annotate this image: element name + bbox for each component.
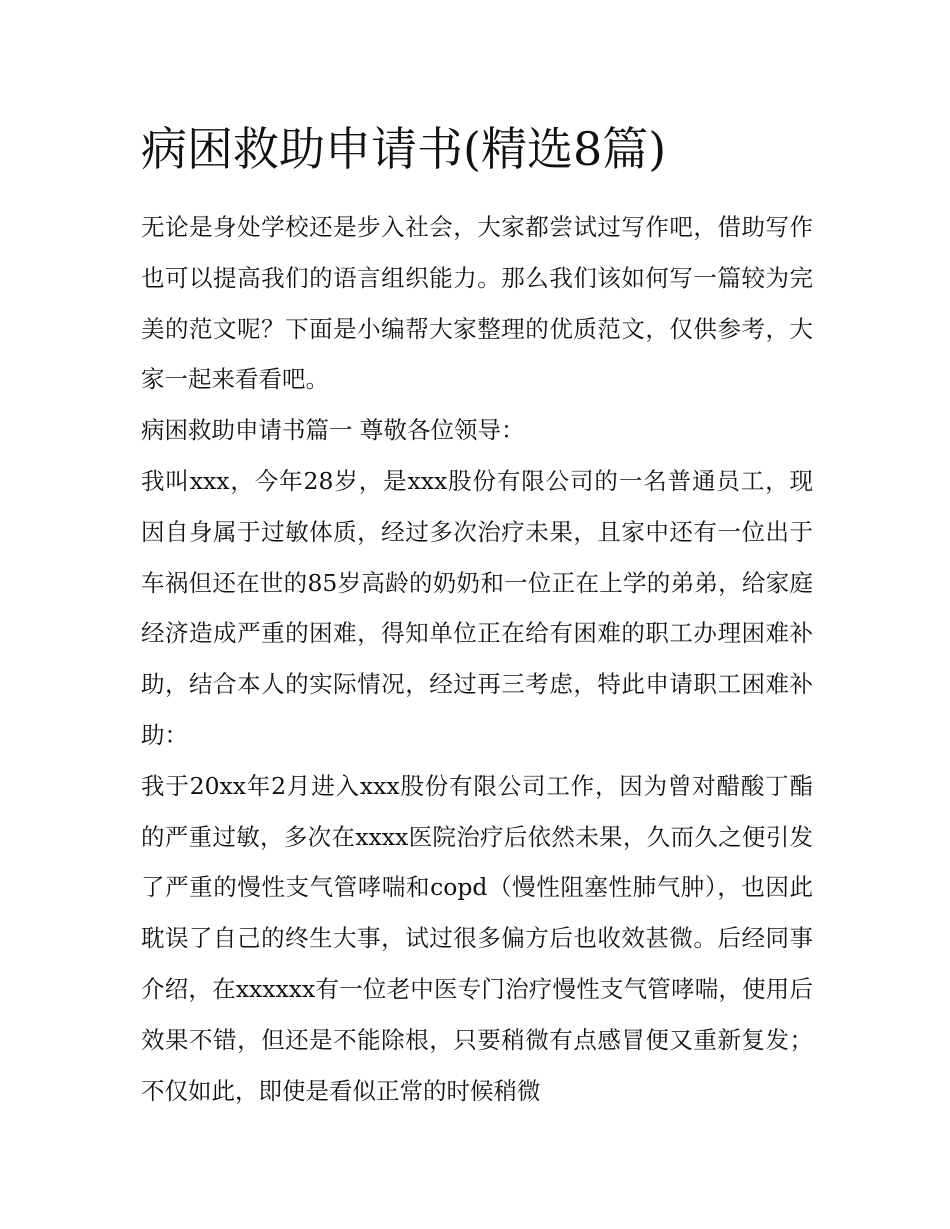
body-paragraph: 我于20xx年2月进入xxx股份有限公司工作，因为曾对醋酸丁酯的严重过敏，多次在xxxx医院治疗后依然未果，久而久之便引发了严重的慢性支气管哮喘和copd（慢性阻塞性肺气肿），也因此耽误了自己的终生大事，试过很多偏方后也收效甚微。后经同事介绍，在xxxxxx有一位老中医专门治疗慢性支气管哮喘，使用后效果不错，但还是不能除根，只要稍微有点感冒便又重新复发；不仅如此，即使是看似正常的时候稍微 [141,771,813,1105]
body-paragraph: 我叫xxx，今年28岁，是xxx股份有限公司的一名普通员工，现因自身属于过敏体质，经过多次治疗未果，且家中还有一位出于车祸但还在世的85岁高龄的奶奶和一位正在上学的弟弟，给家庭经济造成严重的困难，得知单位正在给有困难的职工办理困难补助，结合本人的实际情况，经过再三考虑，特此申请职工困难补助： [141,466,813,749]
section-heading-paragraph: 病困救助申请书篇一 尊敬各位领导： [141,416,525,445]
intro-paragraph: 无论是身处学校还是步入社会，大家都尝试过写作吧，借助写作也可以提高我们的语言组织能力。那么我们该如何写一篇较为完美的范文呢？下面是小编帮大家整理的优质范文，仅供参考，大家一起来看看吧。 [141,213,813,394]
document-title: 病困救助申请书(精选8篇) [141,122,667,176]
document-body [141,118,813,1116]
